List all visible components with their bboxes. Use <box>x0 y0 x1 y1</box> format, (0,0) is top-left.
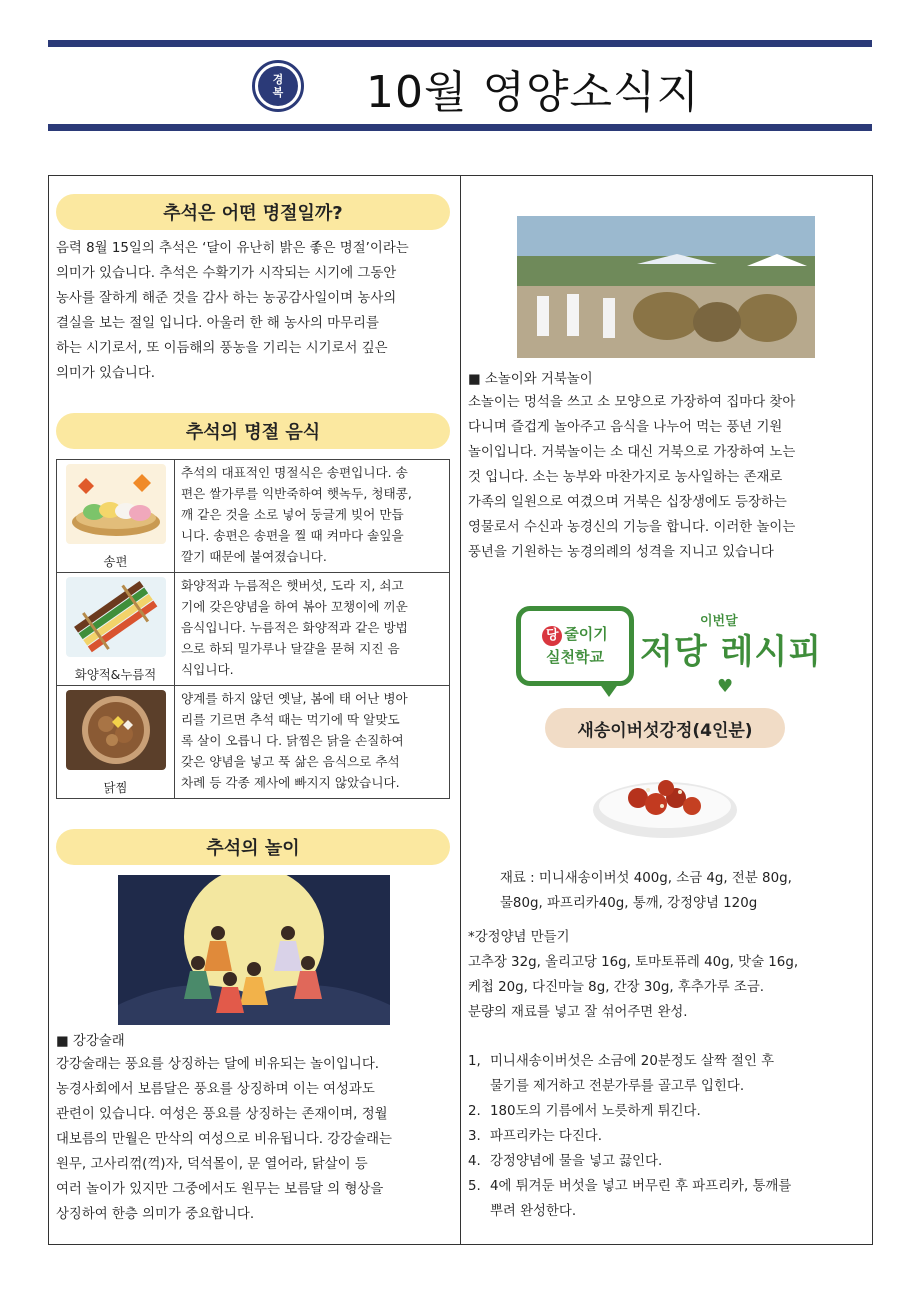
text-line: 차례 등 각종 제사에 빠지지 않았습니다. <box>181 775 400 790</box>
list-item <box>468 1099 864 1124</box>
text-line: 케첩 20g, 다진마늘 8g, 간장 30g, 후추가루 조금. <box>468 980 765 995</box>
header <box>48 52 872 120</box>
text-line: 결실을 보는 절일 입니다. 아울러 한 해 농사의 마무리를 <box>56 316 379 331</box>
hwayangjeok-image <box>66 577 166 657</box>
logo-text-bottom: 복 <box>272 86 284 99</box>
text-line: 하는 시기로서, 또 이듬해의 풍농을 기리는 시기로서 깊은 <box>56 341 388 356</box>
badge-line1 <box>542 624 607 646</box>
text-line: 대보름의 만월은 만삭의 여성으로 비유됩니다. 강강술래는 <box>56 1132 392 1147</box>
text-line: 니다. 송편은 송편을 찔 때 켜마다 솔잎을 <box>181 528 404 543</box>
text-line: 다니며 즐겁게 놀아주고 음식을 나누어 먹는 풍년 기원 <box>468 420 783 435</box>
text-line: 갖은 양념을 넣고 푹 삶은 음식으로 추석 <box>181 754 400 769</box>
text-line: 리를 기르면 추석 때는 먹기에 딱 알맞도 <box>181 712 400 727</box>
text-line: 으로 하되 밀가루나 달걀을 묻혀 지진 음 <box>181 641 400 656</box>
text-line: 가족의 일원으로 여겼으며 거북은 십장생에도 등장하는 <box>468 495 787 510</box>
food-name: 송편 <box>103 554 128 569</box>
text-line: 음력 8월 15일의 추석은 ‘달이 유난히 밝은 좋은 명절’이라는 <box>56 241 409 256</box>
recipe-ingredients <box>500 866 860 916</box>
food-name: 화양적&누름적 <box>74 667 157 682</box>
table-row <box>57 460 450 573</box>
sauce-recipe <box>468 925 864 1025</box>
list-item <box>468 1124 864 1149</box>
text-line: 물기를 제거하고 전분가루를 골고루 입힌다. <box>490 1079 745 1094</box>
text-line: 화양적과 누름적은 햇버섯, 도라 지, 쇠고 <box>181 578 404 593</box>
step-number: 1, <box>468 1054 481 1069</box>
text-line: 미니새송이버섯은 소금에 20분정도 살짝 절인 후 <box>490 1054 775 1069</box>
sonori-title: ■ 소놀이와 거북놀이 <box>468 372 593 387</box>
dish-name: 새송이버섯강정(4인분) <box>545 708 785 748</box>
ganggangsullae-illustration <box>118 875 390 1025</box>
text-line: 여러 놀이가 있지만 그중에서도 원무는 보름달 의 형상을 <box>56 1182 384 1197</box>
text-line: 영물로서 수신과 농경신의 기능을 합니다. 이러한 놀이는 <box>468 520 796 535</box>
step-number: 5. <box>468 1179 481 1194</box>
section-heading-chuseok: 추석은 어떤 명절일까? <box>56 194 450 230</box>
page-title: 10월 영양소식지 <box>366 67 700 118</box>
list-item <box>468 1149 864 1174</box>
step-number: 3. <box>468 1129 481 1144</box>
text-line: 재료 : 미니새송이버섯 400g, 소금 4g, 전분 80g, <box>500 871 792 886</box>
badge-line2: 실천학교 <box>546 648 604 666</box>
food-image-cell <box>57 573 175 686</box>
badge-tail <box>599 683 619 697</box>
header-bottom-rule <box>48 124 872 131</box>
food-name: 닭찜 <box>103 780 128 795</box>
badge-line1-text: 줄이기 <box>564 625 608 643</box>
sonori-description <box>468 390 864 565</box>
ganggangsullae-title: ■ 강강술래 <box>56 1034 125 1049</box>
text-line: 것 입니다. 소는 농부와 마찬가지로 농사일하는 존재로 <box>468 470 783 485</box>
sonori-photo <box>517 216 815 358</box>
text-line: 뿌려 완성한다. <box>490 1204 577 1219</box>
section-heading-play: 추석의 놀이 <box>56 829 450 865</box>
ganggangsullae-description <box>56 1052 452 1227</box>
recipe-steps <box>468 1049 864 1224</box>
food-description <box>175 573 450 686</box>
logo-text-top: 경 <box>272 73 284 86</box>
food-description <box>175 460 450 573</box>
text-line: 상징하여 한층 의미가 중요합니다. <box>56 1207 255 1222</box>
text-line: 관련이 있습니다. 여성은 풍요를 상징하는 존재이며, 정월 <box>56 1107 388 1122</box>
songpyeon-image <box>66 464 166 544</box>
text-line: 풍년을 기원하는 농경의례의 성격을 지니고 있습니다 <box>468 545 774 560</box>
chuseok-description <box>56 236 452 386</box>
table-row <box>57 573 450 686</box>
text-line: 음식입니다. 누름적은 화양적과 같은 방법 <box>181 620 408 635</box>
text-line: 의미가 있습니다. 추석은 수확기가 시작되는 시기에 그동안 <box>56 266 397 281</box>
food-image-cell <box>57 460 175 573</box>
text-line: 고추장 32g, 올리고당 16g, 토마토퓨레 40g, 맛술 16g, <box>468 955 799 970</box>
text-line: 편은 쌀가루를 익반죽하여 햇녹두, 청태콩, <box>181 486 412 501</box>
text-line: 소놀이는 멍석을 쓰고 소 모양으로 가장하여 집마다 찾아 <box>468 395 796 410</box>
text-line: 분량의 재료를 넣고 잘 섞어주면 완성. <box>468 1005 688 1020</box>
table-row <box>57 686 450 799</box>
recipe-sub-label: 이번달 <box>700 614 738 629</box>
badge-dang: 당 <box>542 626 562 646</box>
food-description <box>175 686 450 799</box>
text-line: 원무, 고사리꺾(꺽)자, 덕석몰이, 문 열어라, 닭살이 등 <box>56 1157 368 1172</box>
dish-photo <box>590 758 740 848</box>
header-top-rule <box>48 40 872 47</box>
text-line: 의미가 있습니다. <box>56 366 156 381</box>
list-item <box>468 1174 864 1224</box>
column-divider <box>460 175 461 1245</box>
text-line: 강정양념에 물을 넣고 끓인다. <box>490 1154 663 1169</box>
text-line: 농사를 잘하게 해준 것을 감사 하는 농공감사일이며 농사의 <box>56 291 397 306</box>
holiday-food-table <box>56 459 450 799</box>
text-line: 식입니다. <box>181 662 234 677</box>
dakjjim-image <box>66 690 166 770</box>
sugar-reduction-badge <box>516 606 634 686</box>
section-heading-food: 추석의 명절 음식 <box>56 413 450 449</box>
text-line: 놀이입니다. 거북놀이는 소 대신 거북으로 가장하여 노는 <box>468 445 796 460</box>
step-number: 2. <box>468 1104 481 1119</box>
recipe-heading: 저당 레시피 <box>640 632 823 672</box>
food-image-cell <box>57 686 175 799</box>
school-logo <box>252 60 304 112</box>
text-line: 깔기 때문에 붙여졌습니다. <box>181 549 327 564</box>
text-line: 깨 같은 것을 소로 넣어 둥글게 빚어 만듭 <box>181 507 404 522</box>
text-line: 4에 튀겨둔 버섯을 넣고 버무린 후 파프리카, 통깨를 <box>490 1179 792 1194</box>
heart-icon: ♥ <box>717 676 734 697</box>
text-line: 농경사회에서 보름달은 풍요를 상징하며 이는 여성과도 <box>56 1082 375 1097</box>
text-line: 추석의 대표적인 명절식은 송편입니다. 송 <box>181 465 408 480</box>
text-line: 기에 갖은양념을 하여 볶아 꼬챙이에 끼운 <box>181 599 408 614</box>
sauce-title: *강정양념 만들기 <box>468 930 570 945</box>
text-line: 강강술래는 풍요를 상징하는 달에 비유되는 놀이입니다. <box>56 1057 380 1072</box>
list-item <box>468 1049 864 1099</box>
text-line: 파프리카는 다진다. <box>490 1129 602 1144</box>
text-line: 록 살이 오릅니 다. 닭찜은 닭을 손질하여 <box>181 733 404 748</box>
text-line: 양계를 하지 않던 옛날, 봄에 태 어난 병아 <box>181 691 408 706</box>
step-number: 4. <box>468 1154 481 1169</box>
text-line: 물80g, 파프리카40g, 통깨, 강정양념 120g <box>500 896 758 911</box>
text-line: 180도의 기름에서 노릇하게 튀긴다. <box>490 1104 701 1119</box>
